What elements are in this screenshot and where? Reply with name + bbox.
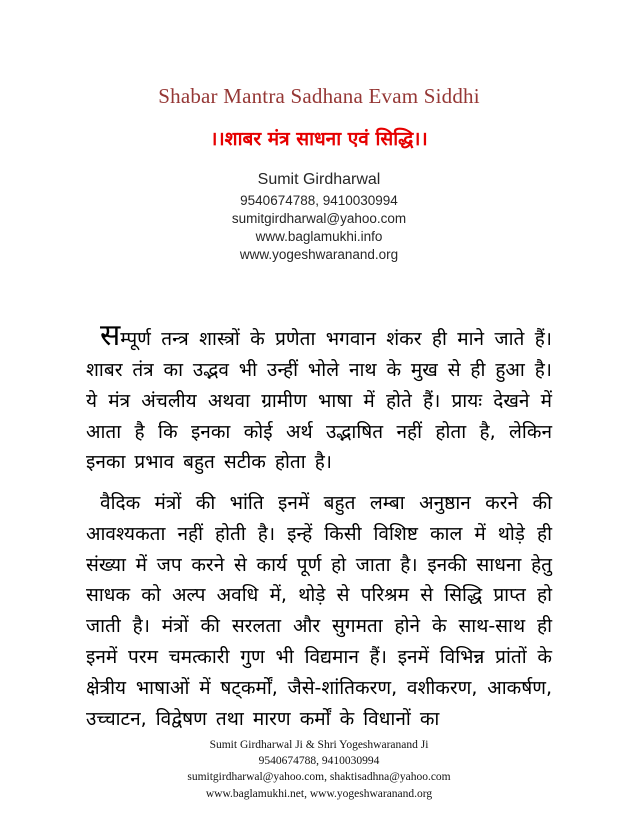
author-phone-numbers: 9540674788, 9410030994 bbox=[240, 193, 398, 209]
footer-line-emails: sumitgirdharwal@yahoo.com, shaktisadhna@yahoo.com bbox=[187, 771, 451, 784]
author-website-baglamukhi: www.baglamukhi.info bbox=[255, 228, 383, 244]
paragraph-1-text: म्पूर्ण तन्त्र शास्त्रों के प्रणेता भगवान शंकर ही माने जाते हैं। शाबर तंत्र का उद्भव भी उन्हीं भोले नाथ के मुख से ही हुआ है। ये मंत्र अंचलीय अथवा ग्रामीण भाषा में होते हैं। प्रायः देखने में आता है कि इनका कोई अर्थ उद्भाषित नहीं होता है, लेकिन इनका प्रभाव बहुत सटीक होता है। bbox=[86, 328, 552, 474]
footer-line-phones: 9540674788, 9410030994 bbox=[258, 755, 380, 768]
body-paragraph-1 bbox=[86, 318, 552, 478]
footer-line-websites: www.baglamukhi.net, www.yogeshwaranand.org bbox=[205, 787, 433, 800]
document-body bbox=[86, 318, 552, 734]
footer-line-authors: Sumit Girdharwal Ji & Shri Yogeshwaranand Ji bbox=[209, 738, 429, 751]
body-paragraph-2: वैदिक मंत्रों की भांति इनमें बहुत लम्बा अनुष्ठान करने की आवश्यकता नहीं होती है। इन्हें किसी विशिष्ट काल में थोड़े ही संख्या में जप करने से कार्य पूर्ण हो जाता है। इनकी साधना हेतु साधक को अल्प अवधि में, थोड़े से परिश्रम से सिद्धि प्राप्त हो जाती है। मंत्रों की सरलता और सुगमता होने के साथ-साथ ही इनमें परम चमत्कारी गुण भी विद्यमान हैं। इनमें विभिन्न प्रांतों के क्षेत्रीय भाषाओं में षट्कर्मों, जैसे-शांतिकरण, वशीकरण, आकर्षण, उच्चाटन, विद्वेषण तथा मारण कर्मों के विधानों का bbox=[86, 492, 552, 730]
author-block bbox=[86, 169, 552, 263]
paragraph-drop-cap: स bbox=[100, 318, 121, 354]
page-footer bbox=[0, 737, 638, 802]
author-email: sumitgirdharwal@yahoo.com bbox=[231, 210, 407, 226]
page-title-hindi: ।।शाबर मंत्र साधना एवं सिद्धि।। bbox=[210, 128, 428, 150]
page-title-english: Shabar Mantra Sadhana Evam Siddhi bbox=[158, 84, 480, 108]
author-name: Sumit Girdharwal bbox=[257, 171, 381, 188]
author-website-yogeshwaranand: www.yogeshwaranand.org bbox=[239, 246, 399, 262]
